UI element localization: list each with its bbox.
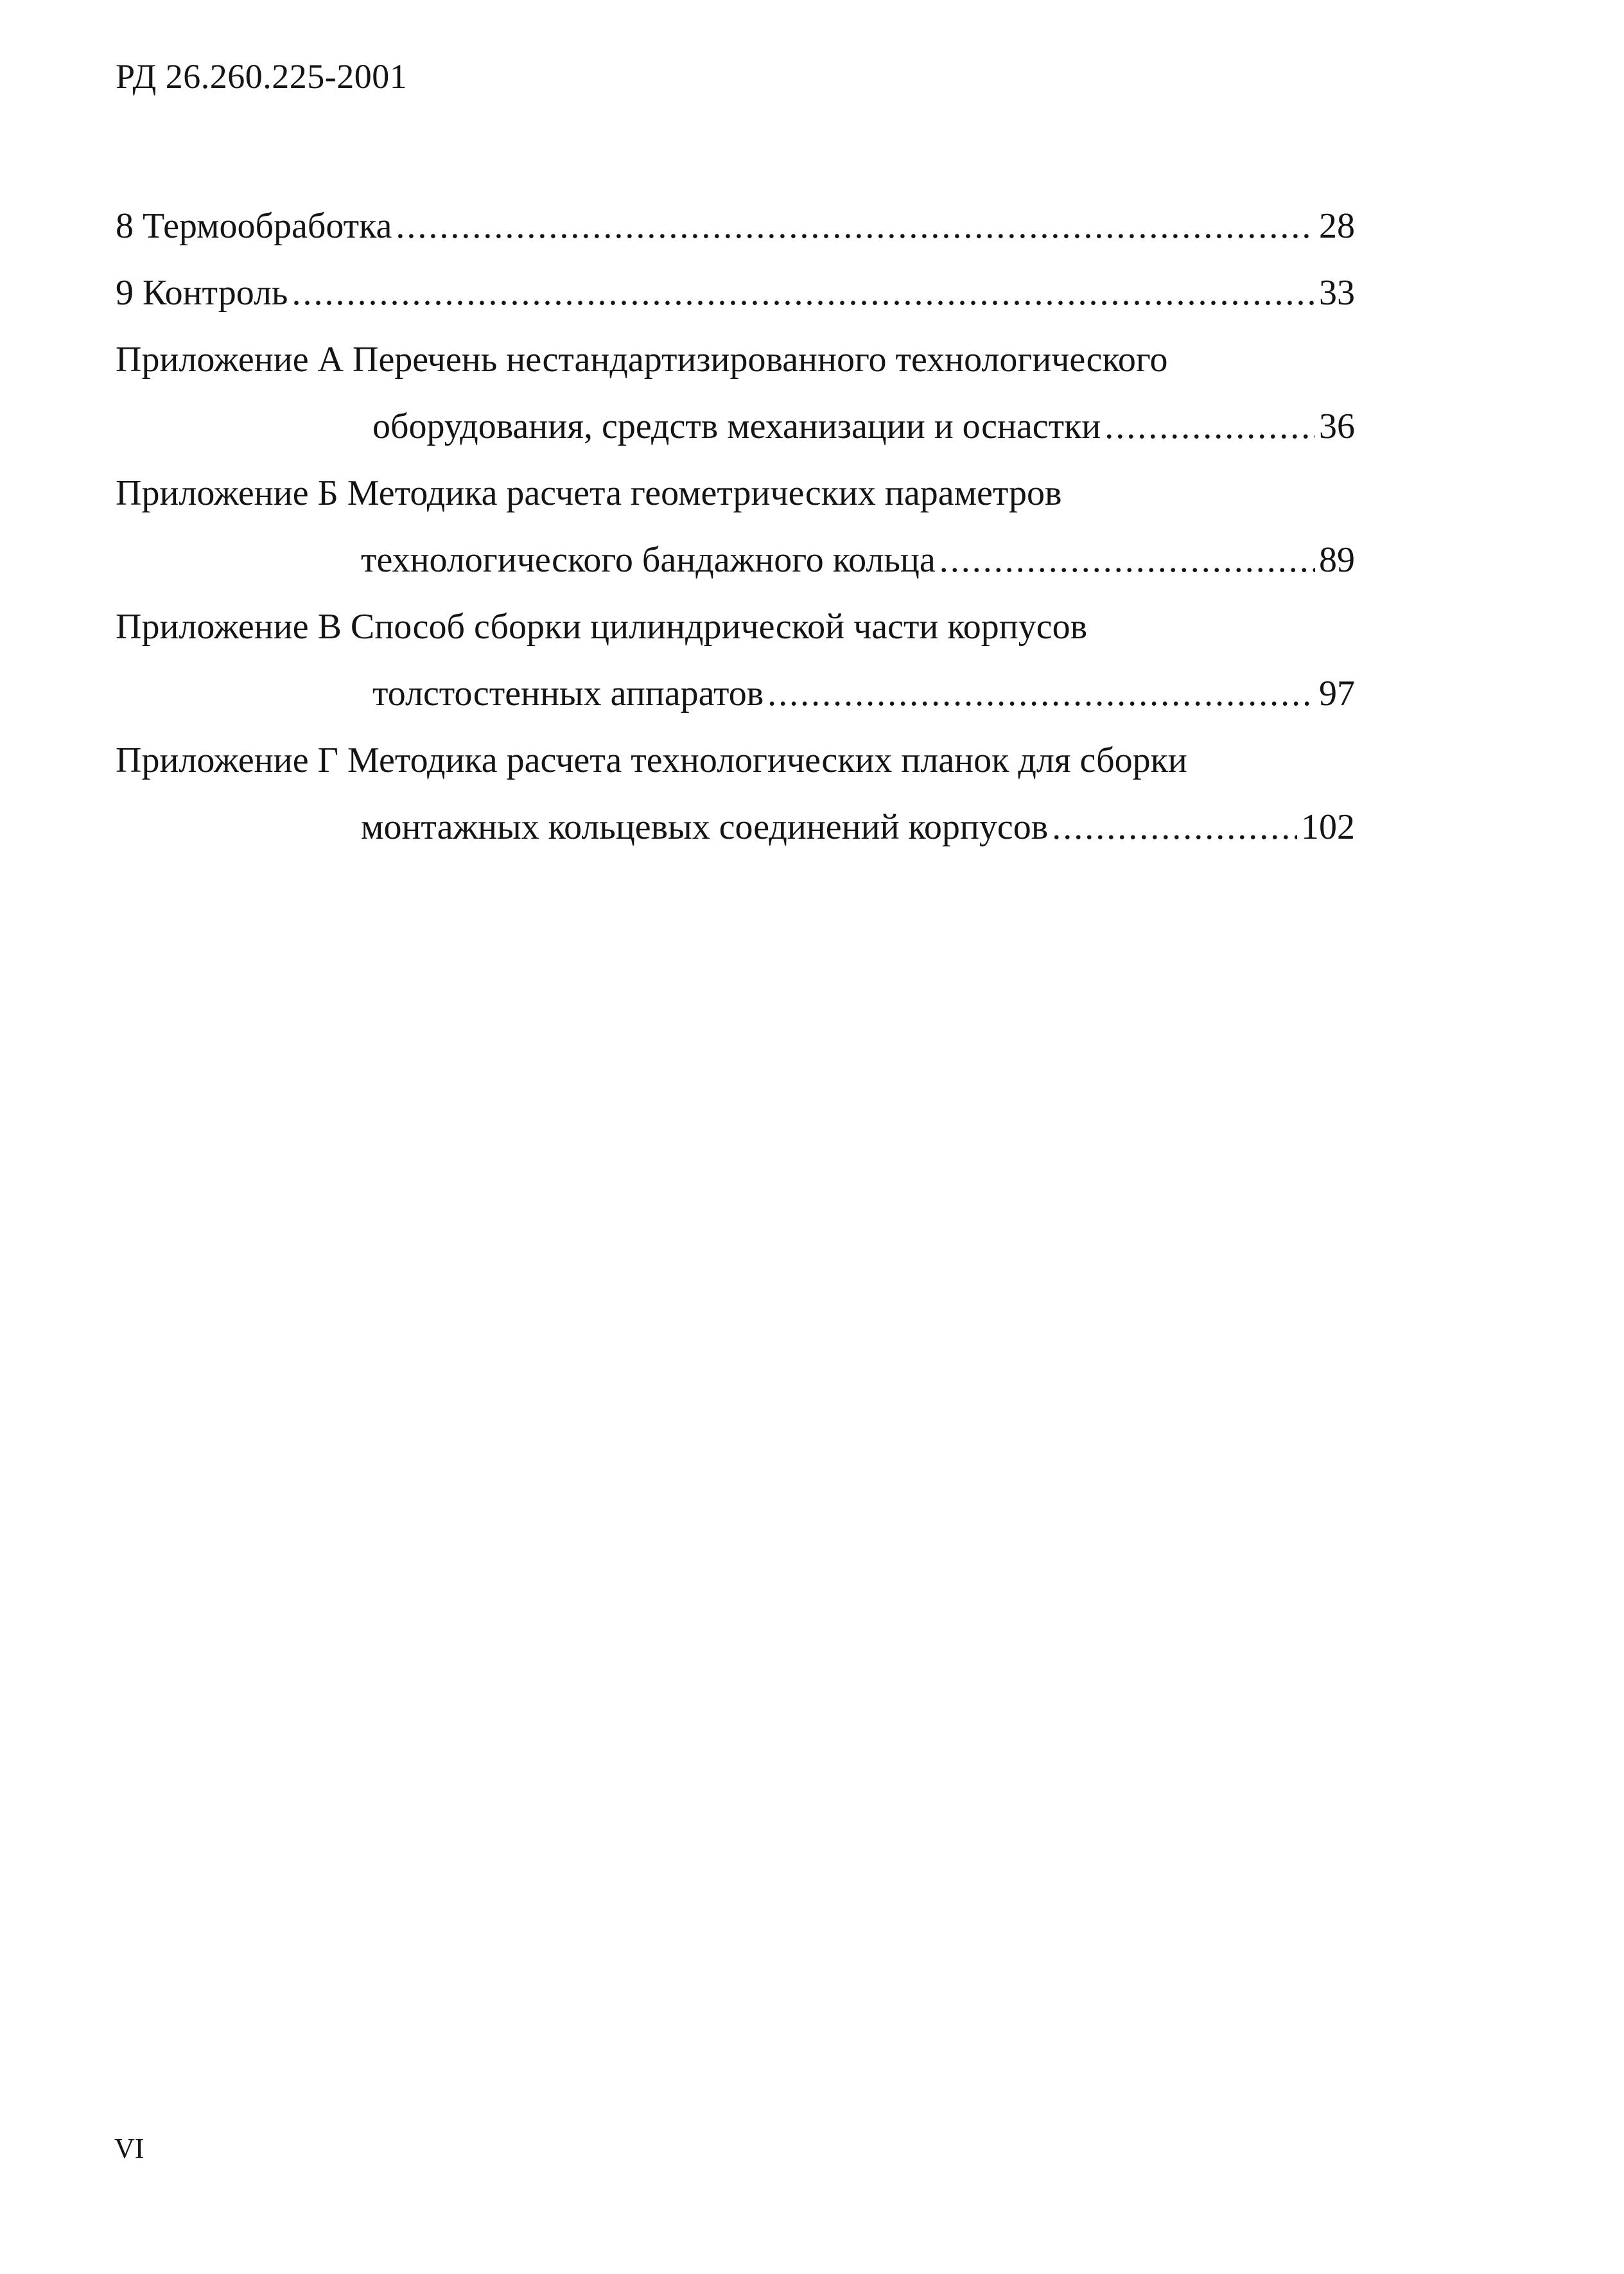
toc-entry-kontrol[interactable] [116,259,1355,326]
document-code: РД 26.260.225-2001 [116,57,408,96]
dot-leader [1052,794,1297,861]
toc-entry-appendix-a-line1[interactable] [116,326,1355,393]
toc-entry-page: 36 [1319,407,1355,446]
toc-entry-appendix-v-line1[interactable] [116,593,1355,660]
toc-entry-title-continuation: толстостенных аппаратов [372,674,764,713]
toc-entry-appendix-a-line2[interactable] [116,393,1355,460]
toc-entry-page: 97 [1319,674,1355,713]
toc-entry-page: 33 [1319,273,1355,313]
toc-entry-title-continuation: оборудования, средств механизации и оснастки [372,407,1101,446]
toc-entry-appendix-v-line2[interactable] [116,660,1355,727]
toc-entry-title: Приложение А Перечень нестандартизированного технологического [116,340,1168,380]
toc-entry-appendix-g-line2[interactable] [116,794,1355,861]
toc-entry-title: 8 Термообработка [116,206,392,246]
toc-entry-title: Приложение Б Методика расчета геометрических параметров [116,473,1062,513]
dot-leader [292,259,1315,326]
toc-entry-title-continuation: монтажных кольцевых соединений корпусов [361,807,1049,847]
toc-entry-title: Приложение Г Методика расчета технологических планок для сборки [116,740,1187,780]
dot-leader [767,660,1315,727]
toc-entry-appendix-b-line1[interactable] [116,460,1355,527]
toc-entry-title: 9 Контроль [116,273,288,313]
toc-entry-appendix-b-line2[interactable] [116,527,1355,593]
dot-leader [396,193,1315,259]
dot-leader [939,527,1315,593]
toc-entry-appendix-g-line1[interactable] [116,727,1355,794]
toc-entry-title-continuation: технологического бандажного кольца [361,540,936,580]
toc-entry-termoobrabotka[interactable] [116,193,1355,259]
dot-leader [1104,393,1315,460]
toc-entry-page: 102 [1301,807,1355,847]
page-number: VI [114,2133,144,2164]
table-of-contents [116,193,1355,861]
toc-entry-page: 28 [1319,206,1355,246]
toc-entry-page: 89 [1319,540,1355,580]
toc-entry-title: Приложение В Способ сборки цилиндрической части корпусов [116,607,1088,647]
